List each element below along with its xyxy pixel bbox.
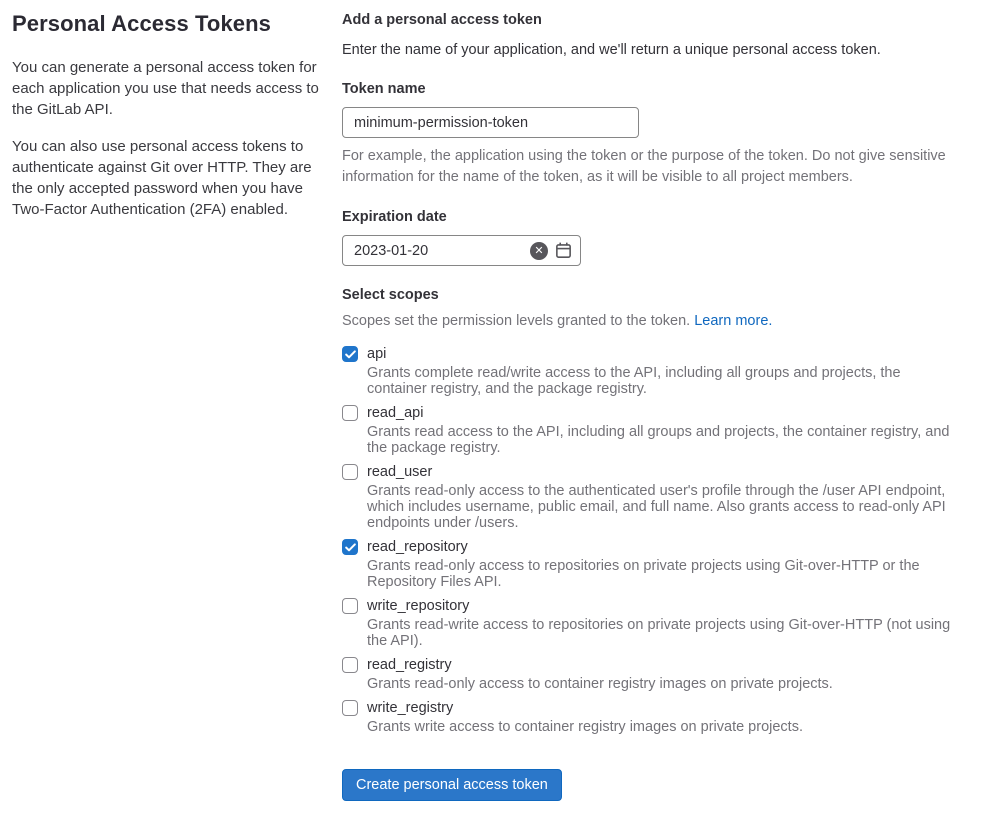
scope-head xyxy=(342,405,963,421)
scope-label[interactable]: read_repository xyxy=(367,539,468,555)
check-icon xyxy=(345,543,356,552)
select-scopes-label: Select scopes xyxy=(342,287,439,303)
scopes-help xyxy=(342,313,963,329)
scope-label[interactable]: api xyxy=(367,346,387,362)
form-subheading: Enter the name of your application, and we'll return a unique personal access token. xyxy=(342,42,881,58)
scope-label[interactable]: read_api xyxy=(367,405,424,421)
scope-item xyxy=(342,700,963,735)
scope-label[interactable]: read_user xyxy=(367,464,433,480)
scope-checkbox[interactable] xyxy=(342,464,358,480)
calendar-icon[interactable] xyxy=(555,242,572,259)
scope-description: Grants complete read/write access to the API, including all groups and projects, the container registry, and the package registry. xyxy=(367,365,901,397)
scope-description: Grants read-only access to container registry images on private projects. xyxy=(367,676,833,692)
check-icon xyxy=(345,350,356,359)
scope-checkbox[interactable] xyxy=(342,539,358,555)
scope-item xyxy=(342,346,963,397)
scope-checkbox[interactable] xyxy=(342,405,358,421)
scope-description: Grants read access to the API, including all groups and projects, the container registry, and the package registry. xyxy=(367,424,950,456)
scope-item xyxy=(342,598,963,649)
scope-checkbox[interactable] xyxy=(342,346,358,362)
add-token-form xyxy=(342,11,963,801)
scope-label[interactable]: read_registry xyxy=(367,657,452,673)
expiration-date-input[interactable] xyxy=(354,243,530,259)
page-title: Personal Access Tokens xyxy=(12,11,271,36)
create-token-button[interactable]: Create personal access token xyxy=(342,769,562,801)
scope-description: Grants write access to container registry images on private projects. xyxy=(367,719,803,735)
scope-label[interactable]: write_repository xyxy=(367,598,470,614)
scope-description: Grants read-only access to repositories on private projects using Git-over-HTTP or the Repository Files API. xyxy=(367,558,920,590)
scope-head xyxy=(342,464,963,480)
learn-more-link[interactable]: Learn more. xyxy=(694,313,773,329)
expiration-date-label: Expiration date xyxy=(342,209,447,225)
scope-item xyxy=(342,405,963,456)
scope-head xyxy=(342,346,963,362)
scope-item xyxy=(342,657,963,692)
scope-description: Grants read-write access to repositories on private projects using Git-over-HTTP (not using the API). xyxy=(367,617,951,649)
scope-item xyxy=(342,464,963,531)
scope-checkbox[interactable] xyxy=(342,700,358,716)
settings-description-column xyxy=(12,11,320,801)
scope-head xyxy=(342,700,963,716)
scope-description: Grants read-only access to the authenticated user's profile through the /user API endpoint, which includes username, public email, and full name. Also grants access to read-only API endpoints under /users. xyxy=(367,483,946,531)
form-heading: Add a personal access token xyxy=(342,12,542,28)
scope-checkbox[interactable] xyxy=(342,657,358,673)
clear-circle-x-icon[interactable]: ✕ xyxy=(530,242,548,260)
token-name-help: For example, the application using the token or the purpose of the token. Do not give sensitive information for the name of the token, as it will be visible to all project members. xyxy=(342,148,946,185)
intro-paragraph-2: You can also use personal access tokens to authenticate against Git over HTTP. They are the only accepted password when you have Two-Factor Authentication (2FA) enabled. xyxy=(12,138,312,218)
scope-head xyxy=(342,657,963,673)
intro-paragraph-1: You can generate a personal access token for each application you use that needs access to the GitLab API. xyxy=(12,59,319,118)
scope-list xyxy=(342,346,963,735)
scope-head xyxy=(342,539,963,555)
expiration-date-field[interactable] xyxy=(342,235,581,266)
scope-label[interactable]: write_registry xyxy=(367,700,454,716)
token-name-label: Token name xyxy=(342,81,426,97)
scope-item xyxy=(342,539,963,590)
token-name-input[interactable] xyxy=(342,107,639,138)
scopes-help-text: Scopes set the permission levels granted to the token. xyxy=(342,313,695,329)
scope-head xyxy=(342,598,963,614)
scope-checkbox[interactable] xyxy=(342,598,358,614)
